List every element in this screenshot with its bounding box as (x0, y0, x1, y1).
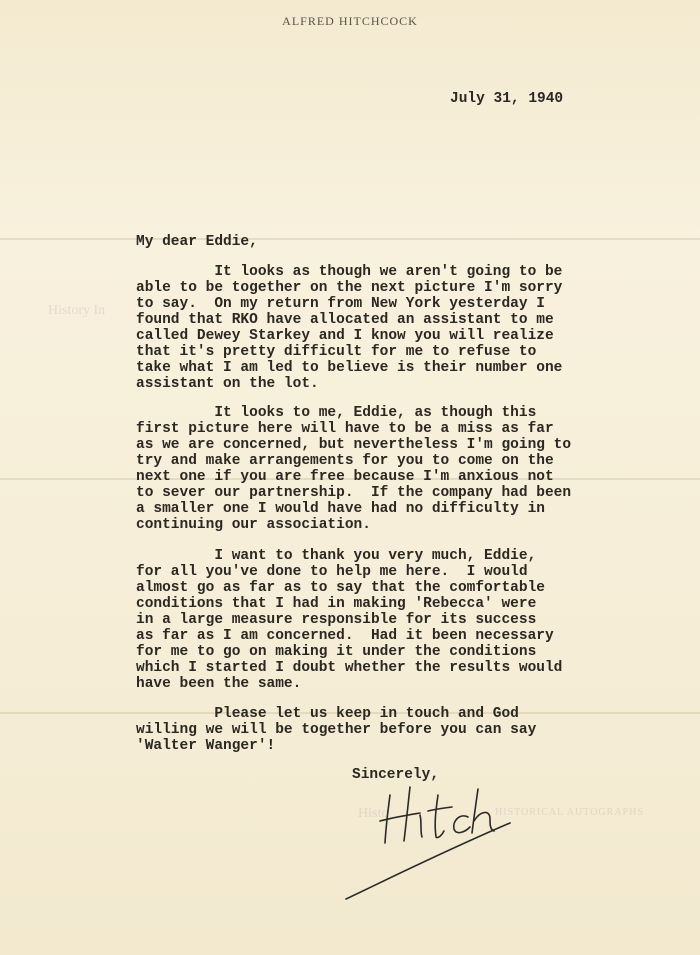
watermark-left: History In (48, 303, 106, 318)
text-line: as far as I am concerned. Had it been necessary (136, 628, 554, 644)
paragraph-2 (136, 405, 616, 533)
text-line: for me to go on making it under the conditions (136, 644, 537, 660)
text-line: found that RKO have allocated an assistant to me (136, 312, 554, 328)
text-line: It looks to me, Eddie, as though this (136, 405, 537, 421)
text-line: Please let us keep in touch and God (136, 706, 519, 722)
letterhead: ALFRED HITCHCOCK (282, 14, 418, 28)
text-line: called Dewey Starkey and I know you will realize (136, 328, 554, 344)
text-line: conditions that I had in making 'Rebecca' were (136, 596, 537, 612)
paper-fold-line (0, 238, 700, 240)
paragraph-1 (136, 264, 616, 392)
text-line: try and make arrangements for you to come on the (136, 453, 554, 469)
text-line: able to be together on the next picture I'm sorry (136, 280, 563, 296)
salutation: My dear Eddie, (136, 234, 258, 250)
text-line: that it's pretty difficult for me to refuse to (136, 344, 537, 360)
letter-date: July 31, 1940 (450, 91, 564, 107)
text-line: for all you've done to help me here. I would (136, 564, 528, 580)
text-line: next one if you are free because I'm anxious not (136, 469, 554, 485)
watermark-right-caption: HISTORICAL AUTOGRAPHS (495, 807, 644, 818)
text-line: I want to thank you very much, Eddie, (136, 548, 537, 564)
text-line: assistant on the lot. (136, 376, 319, 392)
text-line: a smaller one I would have had no difficulty in (136, 501, 545, 517)
paragraph-3 (136, 548, 616, 692)
text-line: as we are concerned, but nevertheless I'm going to (136, 437, 572, 453)
text-line: to say. On my return from New York yesterday I (136, 296, 545, 312)
text-line: which I started I doubt whether the results would (136, 660, 563, 676)
text-line: It looks as though we aren't going to be (136, 264, 563, 280)
text-line: continuing our association. (136, 517, 371, 533)
text-line: have been the same. (136, 676, 302, 692)
closing: Sincerely, (352, 767, 440, 783)
text-line: 'Walter Wanger'! (136, 738, 276, 754)
text-line: almost go as far as to say that the comfortable (136, 580, 545, 596)
text-line: to sever our partnership. If the company had been (136, 485, 572, 501)
text-line: in a large measure responsible for its success (136, 612, 537, 628)
watermark-right: Histo (358, 806, 389, 821)
paragraph-4 (136, 706, 616, 754)
text-line: willing we will be together before you can say (136, 722, 537, 738)
signature-hitch (340, 775, 520, 905)
text-line: first picture here will have to be a miss as far (136, 421, 554, 437)
text-line: take what I am led to believe is their number one (136, 360, 563, 376)
